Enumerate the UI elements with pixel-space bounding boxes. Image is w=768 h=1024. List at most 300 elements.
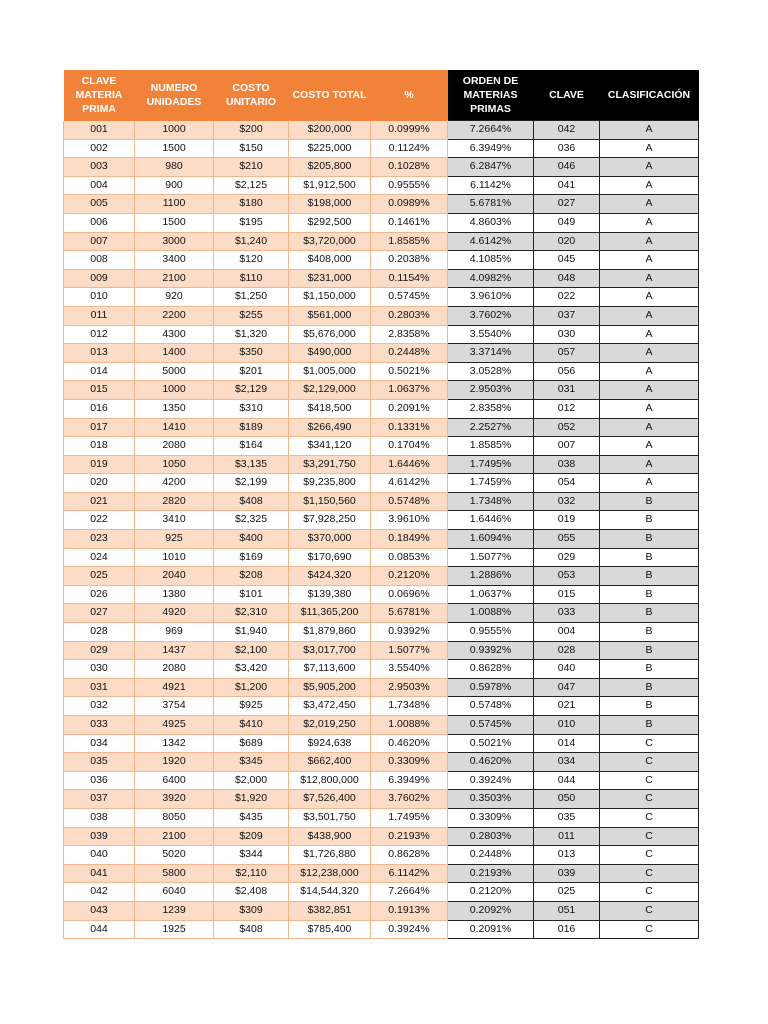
cell-costo-total: $341,120 — [289, 437, 371, 456]
cell-costo-unitario: $208 — [214, 567, 289, 586]
cell-clasificacion: A — [600, 269, 699, 288]
cell-clasificacion: A — [600, 195, 699, 214]
cell-clave: 050 — [534, 790, 600, 809]
cell-costo-total: $561,000 — [289, 306, 371, 325]
cell-costo-total: $5,905,200 — [289, 678, 371, 697]
cell-clasificacion: A — [600, 251, 699, 270]
cell-clasificacion: B — [600, 660, 699, 679]
cell-numero-unidades: 1500 — [135, 139, 214, 158]
cell-clave-materia-prima: 019 — [64, 455, 135, 474]
cell-orden-porcentaje: 1.0088% — [448, 604, 534, 623]
cell-clave-materia-prima: 044 — [64, 920, 135, 939]
cell-costo-unitario: $2,325 — [214, 511, 289, 530]
cell-clave: 041 — [534, 176, 600, 195]
cell-clave-materia-prima: 003 — [64, 158, 135, 177]
cell-clasificacion: A — [600, 399, 699, 418]
cell-numero-unidades: 900 — [135, 176, 214, 195]
cell-numero-unidades: 3000 — [135, 232, 214, 251]
cell-clave: 010 — [534, 716, 600, 735]
cell-orden-porcentaje: 0.4620% — [448, 753, 534, 772]
cell-clave: 029 — [534, 548, 600, 567]
cell-clave: 042 — [534, 121, 600, 140]
cell-orden-porcentaje: 7.2664% — [448, 121, 534, 140]
cell-orden-porcentaje: 0.5745% — [448, 716, 534, 735]
cell-orden-porcentaje: 4.0982% — [448, 269, 534, 288]
cell-costo-total: $370,000 — [289, 530, 371, 549]
cell-clasificacion: A — [600, 232, 699, 251]
table-row — [64, 269, 699, 288]
cell-numero-unidades: 4200 — [135, 474, 214, 493]
table-row — [64, 530, 699, 549]
cell-orden-porcentaje: 0.2193% — [448, 864, 534, 883]
cell-numero-unidades: 1350 — [135, 399, 214, 418]
cell-orden-porcentaje: 1.8585% — [448, 437, 534, 456]
cell-percent: 0.3309% — [371, 753, 448, 772]
cell-orden-porcentaje: 3.3714% — [448, 344, 534, 363]
cell-costo-total: $418,500 — [289, 399, 371, 418]
cell-orden-porcentaje: 2.9503% — [448, 381, 534, 400]
cell-clave: 055 — [534, 530, 600, 549]
cell-orden-porcentaje: 4.6142% — [448, 232, 534, 251]
table-row — [64, 121, 699, 140]
cell-costo-unitario: $189 — [214, 418, 289, 437]
cell-orden-porcentaje: 6.1142% — [448, 176, 534, 195]
cell-percent: 0.8628% — [371, 846, 448, 865]
cell-orden-porcentaje: 3.7602% — [448, 306, 534, 325]
cell-clave: 038 — [534, 455, 600, 474]
cell-numero-unidades: 5020 — [135, 846, 214, 865]
table-row — [64, 585, 699, 604]
cell-clave-materia-prima: 001 — [64, 121, 135, 140]
cell-orden-porcentaje: 0.2120% — [448, 883, 534, 902]
table-row — [64, 920, 699, 939]
cell-numero-unidades: 4921 — [135, 678, 214, 697]
cell-clave-materia-prima: 012 — [64, 325, 135, 344]
cell-orden-porcentaje: 1.7495% — [448, 455, 534, 474]
cell-clave: 040 — [534, 660, 600, 679]
table-row — [64, 827, 699, 846]
cell-costo-total: $3,472,450 — [289, 697, 371, 716]
cell-percent: 3.7602% — [371, 790, 448, 809]
cell-costo-total: $2,019,250 — [289, 716, 371, 735]
cell-clave: 015 — [534, 585, 600, 604]
table-row — [64, 846, 699, 865]
cell-orden-porcentaje: 4.8603% — [448, 213, 534, 232]
cell-costo-unitario: $350 — [214, 344, 289, 363]
cell-orden-porcentaje: 0.5978% — [448, 678, 534, 697]
cell-costo-total: $424,320 — [289, 567, 371, 586]
cell-clave: 056 — [534, 362, 600, 381]
cell-percent: 0.5745% — [371, 288, 448, 307]
table-row — [64, 753, 699, 772]
cell-costo-total: $1,726,880 — [289, 846, 371, 865]
cell-orden-porcentaje: 0.2448% — [448, 846, 534, 865]
cell-numero-unidades: 3920 — [135, 790, 214, 809]
cell-costo-unitario: $3,135 — [214, 455, 289, 474]
cell-clave-materia-prima: 002 — [64, 139, 135, 158]
table-row — [64, 325, 699, 344]
cell-clave: 046 — [534, 158, 600, 177]
cell-clave-materia-prima: 024 — [64, 548, 135, 567]
cell-percent: 1.5077% — [371, 641, 448, 660]
cell-costo-unitario: $408 — [214, 492, 289, 511]
cell-clasificacion: C — [600, 827, 699, 846]
table-row — [64, 474, 699, 493]
cell-percent: 0.9555% — [371, 176, 448, 195]
cell-orden-porcentaje: 0.3924% — [448, 771, 534, 790]
cell-percent: 0.1913% — [371, 901, 448, 920]
cell-numero-unidades: 1920 — [135, 753, 214, 772]
cell-costo-total: $12,800,000 — [289, 771, 371, 790]
cell-clasificacion: A — [600, 437, 699, 456]
cell-clasificacion: B — [600, 585, 699, 604]
cell-clave-materia-prima: 014 — [64, 362, 135, 381]
cell-numero-unidades: 1342 — [135, 734, 214, 753]
cell-orden-porcentaje: 0.5748% — [448, 697, 534, 716]
cell-costo-unitario: $180 — [214, 195, 289, 214]
cell-percent: 1.6446% — [371, 455, 448, 474]
table-row — [64, 362, 699, 381]
cell-percent: 0.1331% — [371, 418, 448, 437]
cell-clave: 048 — [534, 269, 600, 288]
cell-numero-unidades: 1239 — [135, 901, 214, 920]
cell-clasificacion: B — [600, 604, 699, 623]
cell-costo-unitario: $2,125 — [214, 176, 289, 195]
cell-clasificacion: A — [600, 306, 699, 325]
cell-clave-materia-prima: 006 — [64, 213, 135, 232]
table-row — [64, 288, 699, 307]
cell-orden-porcentaje: 0.3503% — [448, 790, 534, 809]
cell-numero-unidades: 2080 — [135, 660, 214, 679]
cell-costo-total: $3,720,000 — [289, 232, 371, 251]
cell-clasificacion: C — [600, 846, 699, 865]
cell-costo-unitario: $2,000 — [214, 771, 289, 790]
cell-numero-unidades: 1050 — [135, 455, 214, 474]
cell-numero-unidades: 1000 — [135, 381, 214, 400]
cell-costo-total: $11,365,200 — [289, 604, 371, 623]
cell-costo-unitario: $164 — [214, 437, 289, 456]
cell-clasificacion: A — [600, 418, 699, 437]
cell-numero-unidades: 980 — [135, 158, 214, 177]
table-row — [64, 344, 699, 363]
cell-orden-porcentaje: 0.5021% — [448, 734, 534, 753]
cell-clasificacion: A — [600, 213, 699, 232]
cell-costo-unitario: $201 — [214, 362, 289, 381]
cell-costo-total: $1,912,500 — [289, 176, 371, 195]
cell-costo-unitario: $2,408 — [214, 883, 289, 902]
cell-orden-porcentaje: 6.3949% — [448, 139, 534, 158]
cell-clasificacion: C — [600, 883, 699, 902]
cell-percent: 0.1028% — [371, 158, 448, 177]
cell-costo-total: $14,544,320 — [289, 883, 371, 902]
cell-clasificacion: A — [600, 362, 699, 381]
cell-orden-porcentaje: 1.6094% — [448, 530, 534, 549]
cell-clave-materia-prima: 025 — [64, 567, 135, 586]
cell-costo-total: $231,000 — [289, 269, 371, 288]
cell-clave: 033 — [534, 604, 600, 623]
cell-costo-unitario: $2,100 — [214, 641, 289, 660]
cell-clave-materia-prima: 030 — [64, 660, 135, 679]
cell-clasificacion: A — [600, 139, 699, 158]
cell-costo-unitario: $255 — [214, 306, 289, 325]
cell-costo-unitario: $1,250 — [214, 288, 289, 307]
cell-clave-materia-prima: 040 — [64, 846, 135, 865]
cell-clave: 037 — [534, 306, 600, 325]
cell-clave: 052 — [534, 418, 600, 437]
cell-costo-unitario: $309 — [214, 901, 289, 920]
cell-clave-materia-prima: 010 — [64, 288, 135, 307]
cell-costo-unitario: $101 — [214, 585, 289, 604]
table-row — [64, 901, 699, 920]
cell-costo-total: $1,005,000 — [289, 362, 371, 381]
cell-costo-unitario: $209 — [214, 827, 289, 846]
cell-numero-unidades: 1000 — [135, 121, 214, 140]
cell-costo-total: $490,000 — [289, 344, 371, 363]
table-row — [64, 604, 699, 623]
cell-percent: 2.9503% — [371, 678, 448, 697]
table-row — [64, 716, 699, 735]
header-orden-materias-primas: ORDEN DE MATERIAS PRIMAS — [448, 70, 534, 121]
cell-clasificacion: B — [600, 511, 699, 530]
cell-clasificacion: C — [600, 920, 699, 939]
table-row — [64, 158, 699, 177]
table-row — [64, 734, 699, 753]
cell-numero-unidades: 1380 — [135, 585, 214, 604]
table-row — [64, 213, 699, 232]
cell-numero-unidades: 2100 — [135, 269, 214, 288]
cell-orden-porcentaje: 3.0528% — [448, 362, 534, 381]
cell-costo-unitario: $1,940 — [214, 623, 289, 642]
cell-numero-unidades: 4925 — [135, 716, 214, 735]
cell-clasificacion: C — [600, 790, 699, 809]
cell-costo-unitario: $110 — [214, 269, 289, 288]
cell-clave: 011 — [534, 827, 600, 846]
cell-clave-materia-prima: 033 — [64, 716, 135, 735]
cell-clave-materia-prima: 035 — [64, 753, 135, 772]
cell-percent: 0.2193% — [371, 827, 448, 846]
cell-costo-total: $292,500 — [289, 213, 371, 232]
cell-clave-materia-prima: 009 — [64, 269, 135, 288]
cell-clave: 034 — [534, 753, 600, 772]
cell-clave: 045 — [534, 251, 600, 270]
cell-costo-unitario: $120 — [214, 251, 289, 270]
cell-percent: 0.1704% — [371, 437, 448, 456]
table-row — [64, 883, 699, 902]
cell-percent: 1.7348% — [371, 697, 448, 716]
cell-costo-unitario: $310 — [214, 399, 289, 418]
cell-orden-porcentaje: 1.0637% — [448, 585, 534, 604]
cell-clave: 030 — [534, 325, 600, 344]
cell-percent: 0.0989% — [371, 195, 448, 214]
cell-costo-total: $3,291,750 — [289, 455, 371, 474]
header-clave: CLAVE — [534, 70, 600, 121]
cell-percent: 4.6142% — [371, 474, 448, 493]
cell-clasificacion: A — [600, 176, 699, 195]
cell-costo-total: $5,676,000 — [289, 325, 371, 344]
cell-numero-unidades: 2820 — [135, 492, 214, 511]
cell-clasificacion: A — [600, 121, 699, 140]
cell-numero-unidades: 969 — [135, 623, 214, 642]
table-row — [64, 808, 699, 827]
cell-numero-unidades: 1410 — [135, 418, 214, 437]
cell-clave: 019 — [534, 511, 600, 530]
cell-costo-total: $170,690 — [289, 548, 371, 567]
cell-clave: 039 — [534, 864, 600, 883]
cell-clave: 007 — [534, 437, 600, 456]
table-row — [64, 176, 699, 195]
cell-clave-materia-prima: 034 — [64, 734, 135, 753]
cell-orden-porcentaje: 0.2803% — [448, 827, 534, 846]
cell-percent: 6.3949% — [371, 771, 448, 790]
cell-numero-unidades: 6400 — [135, 771, 214, 790]
cell-orden-porcentaje: 2.2527% — [448, 418, 534, 437]
cell-numero-unidades: 4920 — [135, 604, 214, 623]
cell-costo-unitario: $345 — [214, 753, 289, 772]
cell-percent: 0.1461% — [371, 213, 448, 232]
cell-numero-unidades: 925 — [135, 530, 214, 549]
cell-numero-unidades: 2200 — [135, 306, 214, 325]
cell-costo-total: $7,526,400 — [289, 790, 371, 809]
cell-clave: 016 — [534, 920, 600, 939]
cell-percent: 0.5021% — [371, 362, 448, 381]
cell-clave: 035 — [534, 808, 600, 827]
cell-clasificacion: C — [600, 734, 699, 753]
cell-percent: 0.0696% — [371, 585, 448, 604]
cell-numero-unidades: 8050 — [135, 808, 214, 827]
cell-costo-total: $12,238,000 — [289, 864, 371, 883]
cell-clave-materia-prima: 026 — [64, 585, 135, 604]
cell-costo-total: $785,400 — [289, 920, 371, 939]
header-costo-total: COSTO TOTAL — [289, 70, 371, 121]
cell-clave: 036 — [534, 139, 600, 158]
table-row — [64, 660, 699, 679]
cell-clave: 057 — [534, 344, 600, 363]
cell-clasificacion: A — [600, 474, 699, 493]
cell-costo-total: $924,638 — [289, 734, 371, 753]
cell-clave: 028 — [534, 641, 600, 660]
cell-clasificacion: B — [600, 548, 699, 567]
cell-percent: 0.9392% — [371, 623, 448, 642]
cell-percent: 0.4620% — [371, 734, 448, 753]
cell-costo-unitario: $150 — [214, 139, 289, 158]
cell-costo-total: $225,000 — [289, 139, 371, 158]
cell-numero-unidades: 1400 — [135, 344, 214, 363]
cell-clave: 025 — [534, 883, 600, 902]
table-row — [64, 771, 699, 790]
cell-percent: 1.0637% — [371, 381, 448, 400]
cell-clave: 013 — [534, 846, 600, 865]
table-row — [64, 418, 699, 437]
cell-clave: 053 — [534, 567, 600, 586]
cell-clave-materia-prima: 018 — [64, 437, 135, 456]
cell-clave: 012 — [534, 399, 600, 418]
cell-orden-porcentaje: 6.2847% — [448, 158, 534, 177]
cell-percent: 7.2664% — [371, 883, 448, 902]
table-row — [64, 139, 699, 158]
cell-percent: 1.7495% — [371, 808, 448, 827]
cell-orden-porcentaje: 3.9610% — [448, 288, 534, 307]
cell-percent: 0.3924% — [371, 920, 448, 939]
cell-percent: 0.2448% — [371, 344, 448, 363]
table-row — [64, 251, 699, 270]
table-row — [64, 641, 699, 660]
cell-costo-unitario: $925 — [214, 697, 289, 716]
table-row — [64, 306, 699, 325]
cell-orden-porcentaje: 1.6446% — [448, 511, 534, 530]
cell-clasificacion: C — [600, 753, 699, 772]
cell-costo-total: $3,501,750 — [289, 808, 371, 827]
cell-percent: 0.1849% — [371, 530, 448, 549]
cell-percent: 0.2091% — [371, 399, 448, 418]
cell-clave: 044 — [534, 771, 600, 790]
cell-percent: 0.5748% — [371, 492, 448, 511]
cell-costo-unitario: $3,420 — [214, 660, 289, 679]
cell-percent: 0.0853% — [371, 548, 448, 567]
cell-numero-unidades: 1925 — [135, 920, 214, 939]
cell-clave: 032 — [534, 492, 600, 511]
cell-clave-materia-prima: 038 — [64, 808, 135, 827]
cell-clave: 049 — [534, 213, 600, 232]
cell-costo-total: $198,000 — [289, 195, 371, 214]
cell-numero-unidades: 6040 — [135, 883, 214, 902]
cell-costo-unitario: $1,240 — [214, 232, 289, 251]
cell-numero-unidades: 5800 — [135, 864, 214, 883]
cell-costo-total: $7,113,600 — [289, 660, 371, 679]
cell-clasificacion: B — [600, 492, 699, 511]
cell-numero-unidades: 3410 — [135, 511, 214, 530]
table-row — [64, 492, 699, 511]
cell-clave-materia-prima: 007 — [64, 232, 135, 251]
cell-clasificacion: B — [600, 567, 699, 586]
cell-percent: 0.1154% — [371, 269, 448, 288]
cell-costo-unitario: $200 — [214, 121, 289, 140]
cell-clave-materia-prima: 036 — [64, 771, 135, 790]
table-header-row — [64, 70, 699, 121]
cell-costo-unitario: $2,199 — [214, 474, 289, 493]
cell-costo-total: $266,490 — [289, 418, 371, 437]
cell-numero-unidades: 1500 — [135, 213, 214, 232]
cell-percent: 0.2120% — [371, 567, 448, 586]
cell-clave: 047 — [534, 678, 600, 697]
cell-clave-materia-prima: 032 — [64, 697, 135, 716]
cell-clave-materia-prima: 043 — [64, 901, 135, 920]
cell-costo-unitario: $1,320 — [214, 325, 289, 344]
cell-costo-total: $1,879,860 — [289, 623, 371, 642]
cell-costo-unitario: $1,920 — [214, 790, 289, 809]
cell-clasificacion: A — [600, 381, 699, 400]
cell-clave: 022 — [534, 288, 600, 307]
cell-percent: 0.2038% — [371, 251, 448, 270]
table-row — [64, 511, 699, 530]
table-body — [64, 121, 699, 939]
header-clave-materia-prima: CLAVE MATERIA PRIMA — [64, 70, 135, 121]
cell-clave: 021 — [534, 697, 600, 716]
table-row — [64, 567, 699, 586]
cell-percent: 1.0088% — [371, 716, 448, 735]
cell-clave-materia-prima: 008 — [64, 251, 135, 270]
header-costo-unitario: COSTO UNITARIO — [214, 70, 289, 121]
cell-clave-materia-prima: 037 — [64, 790, 135, 809]
cell-clasificacion: A — [600, 344, 699, 363]
cell-clave-materia-prima: 020 — [64, 474, 135, 493]
table-row — [64, 548, 699, 567]
cell-clave: 004 — [534, 623, 600, 642]
cell-clave-materia-prima: 004 — [64, 176, 135, 195]
cell-percent: 6.1142% — [371, 864, 448, 883]
cell-costo-total: $662,400 — [289, 753, 371, 772]
cell-costo-unitario: $2,110 — [214, 864, 289, 883]
cell-orden-porcentaje: 0.2091% — [448, 920, 534, 939]
